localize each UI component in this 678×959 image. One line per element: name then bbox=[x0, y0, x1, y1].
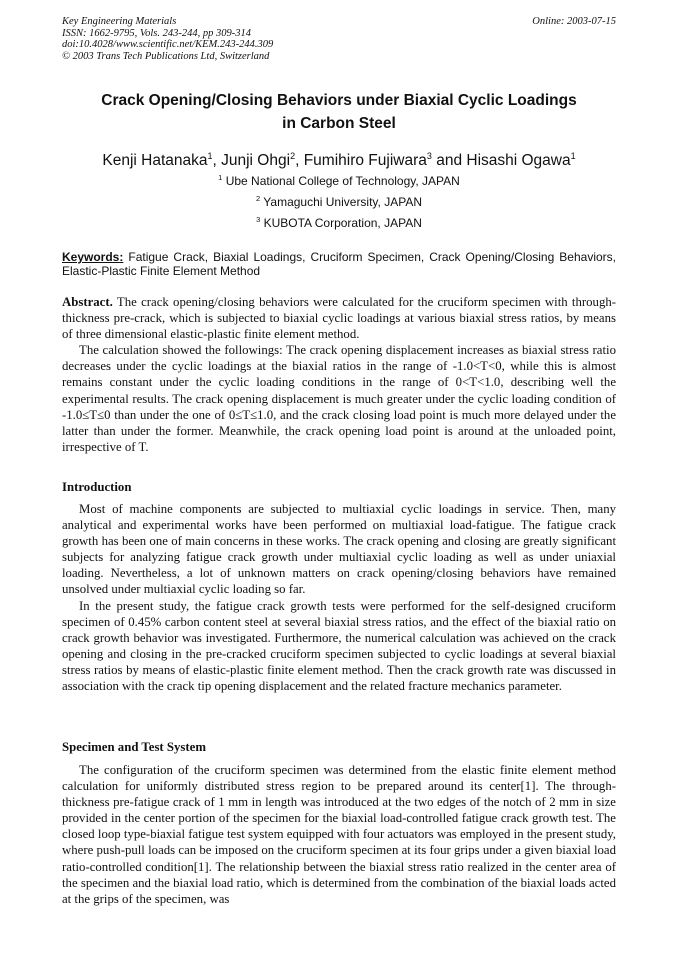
body-paragraph: In the present study, the fatigue crack growth tests were performed for the self-designed cruciform specimen of 0.45% carbon content steel at several biaxial stress ratios, and the effect of the biaxial ratio on crack growth behavior was investigated. Furthermore, the numerical calculation was achieved on the crack opening and closing in the pre-cracked cruciform specimen subjected to cyclic loadings at several biaxial stress ratios by means of elastic-plastic finite element method. Then the crack growth rate was discussed in association with the crack tip opening displacement and the related fracture mechanics parameter. bbox=[62, 598, 616, 694]
title-line-2: in Carbon Steel bbox=[282, 115, 396, 132]
author bbox=[221, 152, 295, 169]
paper-title bbox=[62, 89, 616, 135]
author-list bbox=[62, 146, 616, 171]
keywords-text: Fatigue Crack, Biaxial Loadings, Cruciform Specimen, Crack Opening/Closing Behaviors, Elastic-Plastic Finite Element Method bbox=[62, 250, 616, 279]
abstract-section bbox=[62, 294, 616, 455]
affiliation-text: Yamaguchi University, JAPAN bbox=[263, 195, 422, 209]
author-affiliation-mark: 3 bbox=[426, 151, 432, 161]
introduction-section bbox=[62, 501, 616, 694]
author-separator: , bbox=[212, 152, 222, 170]
author-affiliation-mark: 1 bbox=[570, 151, 576, 161]
section-heading-introduction: Introduction bbox=[62, 480, 132, 494]
affiliation-number: 3 bbox=[256, 215, 261, 224]
author bbox=[466, 152, 575, 169]
affiliation-text: Ube National College of Technology, JAPAN bbox=[225, 174, 460, 188]
affiliation-text: KUBOTA Corporation, JAPAN bbox=[263, 216, 422, 230]
author-affiliation-mark: 2 bbox=[290, 151, 296, 161]
abstract-label: Abstract. bbox=[62, 295, 113, 309]
abstract-paragraph: Abstract. The crack opening/closing behaviors were calculated for the cruciform specimen with through-thickness pre-crack, which is subjected to biaxial cyclic loadings at various biaxial stress ratios, by means of three dimensional elastic-plastic finite element method. bbox=[62, 295, 616, 342]
affiliation bbox=[62, 192, 616, 209]
title-line-1: Crack Opening/Closing Behaviors under Biaxial Cyclic Loadings bbox=[101, 92, 577, 109]
journal-name: Key Engineering Materials bbox=[62, 16, 177, 27]
body-paragraph: Most of machine components are subjected to multiaxial cyclic loadings in service. Then, many analytical and experimental works have been performed on multiaxial load-fatigue. The fatigue crack growth has been one of main concerns in these works. The crack opening and closing are greatly significant subjects for analyzing fatigue crack growth under multiaxial cyclic loading as well as under uniaxial loading. Nevertheless, a lot of unknown matters on crack opening/closing behaviors have remained unsolved under multiaxial cyclic loading so far. bbox=[62, 502, 616, 597]
affiliation-number: 2 bbox=[255, 194, 261, 203]
author bbox=[102, 152, 212, 169]
author-name: Hisashi Ogawa bbox=[466, 152, 571, 170]
section-heading-specimen: Specimen and Test System bbox=[62, 740, 206, 754]
author-name: Kenji Hatanaka bbox=[102, 152, 208, 170]
affiliation bbox=[62, 213, 616, 230]
keywords-section: Keywords: Fatigue Crack, Biaxial Loadings, Cruciform Specimen, Crack Opening/Closing Behaviors, Elastic-Plastic Finite Element Method bbox=[62, 250, 616, 279]
specimen-section bbox=[62, 762, 616, 907]
issn-line: ISSN: 1662-9795, Vols. 243-244, pp 309-314 bbox=[62, 27, 251, 39]
author-separator: and bbox=[431, 152, 467, 170]
author-affiliation-mark: 1 bbox=[207, 151, 213, 161]
copyright-line: © 2003 Trans Tech Publications Ltd, Switzerland bbox=[62, 50, 270, 62]
body-paragraph: The configuration of the cruciform specimen was determined from the elastic finite element method calculation for uniformly distributed stress region to be prepared around its center[1]. The through-thickness pre-fatigue crack of 1 mm in length was introduced at the two edges of the notch of 2 mm in size provided in the center portion of the specimen for the biaxial load-controlled fatigue crack growth test. The closed loop type-biaxial fatigue test system equipped with four actuators was employed in the present study, where push-pull loads can be imposed on the cruciform specimen at its four grips under a given biaxial load ratio-controlled condition[1]. The relationship between the biaxial stress ratio realized in the center area of the specimen and the biaxial load ratio, which is determined from the combination of the biaxial loads acted at the grips of the specimen, was bbox=[62, 763, 616, 906]
author-name: Junji Ohgi bbox=[221, 152, 291, 170]
author-separator: , bbox=[295, 152, 304, 170]
keywords-label: Keywords bbox=[62, 250, 120, 264]
online-date: Online: 2003-07-15 bbox=[532, 16, 616, 27]
doi-line[interactable]: doi:10.4028/www.scientific.net/KEM.243-244.309 bbox=[62, 39, 274, 51]
journal-metadata bbox=[62, 16, 616, 62]
author-name: Fumihiro Fujiwara bbox=[303, 152, 427, 170]
abstract-paragraph: The calculation showed the followings: The crack opening displacement increases as biaxial stress ratio decreases under the cyclic loadings at the biaxial ratios in the range of -1.0<T<0, while this is almost remains constant under the cyclic loading conditions in the range of 0<T<1.0, describing well the experimental results. The crack opening displacement is much greater under the cyclic loading condition of -1.0≤T≤0 than under the one of 0≤T≤1.0, and the crack closing load point is much more delayed under the latter than under the former. Meanwhile, the crack opening load point is around at the unloaded point, irrespective of T. bbox=[62, 343, 616, 454]
author bbox=[304, 152, 432, 169]
affiliation bbox=[62, 171, 616, 188]
affiliation-number: 1 bbox=[218, 173, 223, 182]
